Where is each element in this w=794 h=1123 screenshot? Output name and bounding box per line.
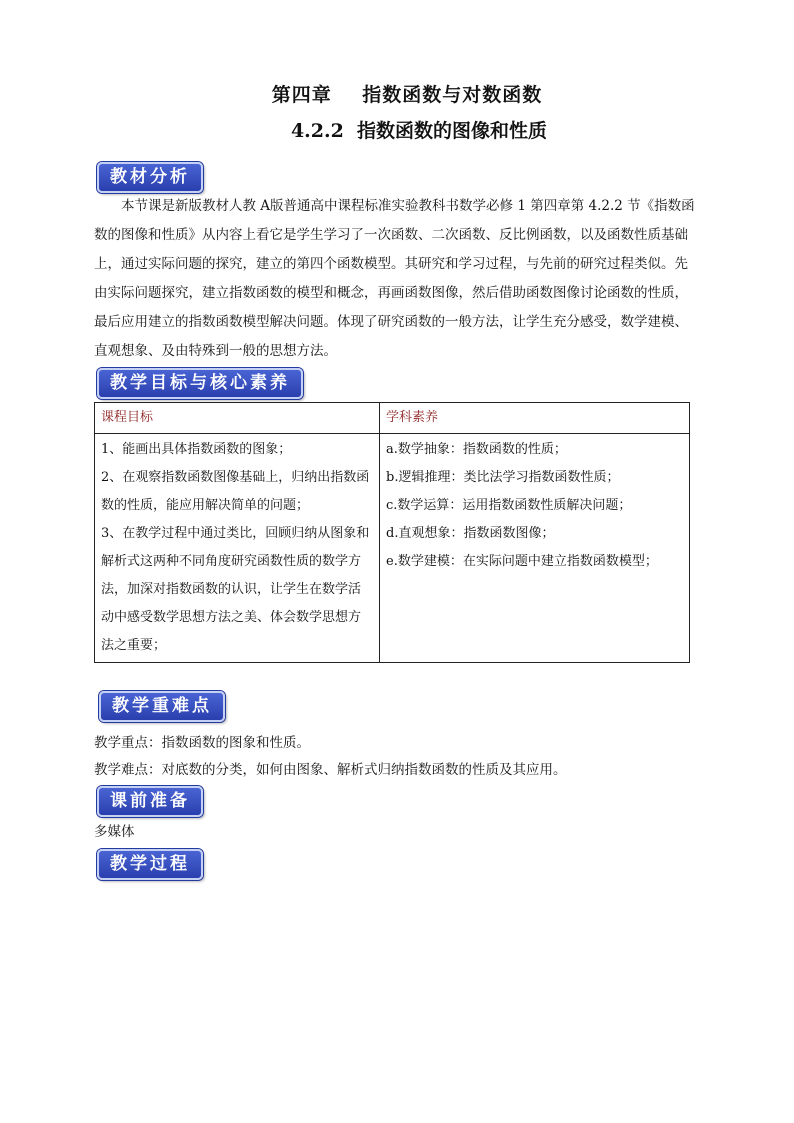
goals-table <box>94 402 690 663</box>
literacy-item: b.逻辑推理：类比法学习指数函数性质； <box>386 470 620 485</box>
goals-table-header-literacy: 学科素养 <box>380 403 690 434</box>
badge-key-points: 教学重难点 <box>99 691 225 722</box>
preparation-text: 多媒体 <box>94 824 135 840</box>
goals-table-row <box>95 434 690 663</box>
goals-table-header-course: 课程目标 <box>95 403 380 434</box>
literacy-item: a.数学抽象：指数函数的性质； <box>386 442 567 457</box>
course-goal-item: 1、能画出具体指数函数的图象； <box>101 442 292 457</box>
course-goals-cell <box>95 434 380 663</box>
badge-preparation: 课前准备 <box>97 786 203 817</box>
course-goal-item: 2、在观察指数函数图像基础上，归纳出指数函数的性质，能应用解决简单的问题； <box>101 470 370 513</box>
badge-process: 教学过程 <box>97 849 203 880</box>
badge-goals: 教学目标与核心素养 <box>97 368 303 399</box>
section-title: 4.2.2 指数函数的图像和性质 <box>290 120 548 142</box>
course-goal-item: 3、在教学过程中通过类比，回顾归纳从图象和解析式这两种不同角度研究函数性质的数学方法，加深对指数函数的认识，让学生在数学活动中感受数学思想方法之美、体会数学思想方法之重要； <box>101 526 370 653</box>
key-point-focus: 教学重点：指数函数的图象和性质。 <box>94 735 310 751</box>
badge-analysis: 教材分析 <box>97 162 203 193</box>
analysis-paragraph: 本节课是新版教材人教 A版普通高中课程标准实验教科书数学必修 1 第四章第 4.2.2 节《指数函数的图像和性质》从内容上看它是学生学习了一次函数、二次函数、反比例函数，以及函数性质基础上，通过实际问题的探究，建立的第四个函数模型。其研究和学习过程，与先前的研究过程类似。先由实际问题探究，建立指数函数的模型和概念，再画函数图像，然后借助函数图像讨论函数的性质，最后应用建立的指数函数模型解决问题。体现了研究函数的一般方法，让学生充分感受，数学建模、直观想象、及由特殊到一般的思想方法。 <box>94 198 695 359</box>
chapter-title: 第四章 指数函数与对数函数 <box>271 84 543 106</box>
literacy-cell <box>380 434 690 663</box>
literacy-item: c.数学运算：运用指数函数性质解决问题； <box>386 498 632 513</box>
key-point-difficulty: 教学难点：对底数的分类，如何由图象、解析式归纳指数函数的性质及其应用。 <box>94 762 567 778</box>
goals-table-header-row <box>95 403 690 434</box>
literacy-item: d.直观想象：指数函数图像； <box>386 526 555 541</box>
literacy-item: e.数学建模：在实际问题中建立指数函数模型； <box>386 554 658 569</box>
